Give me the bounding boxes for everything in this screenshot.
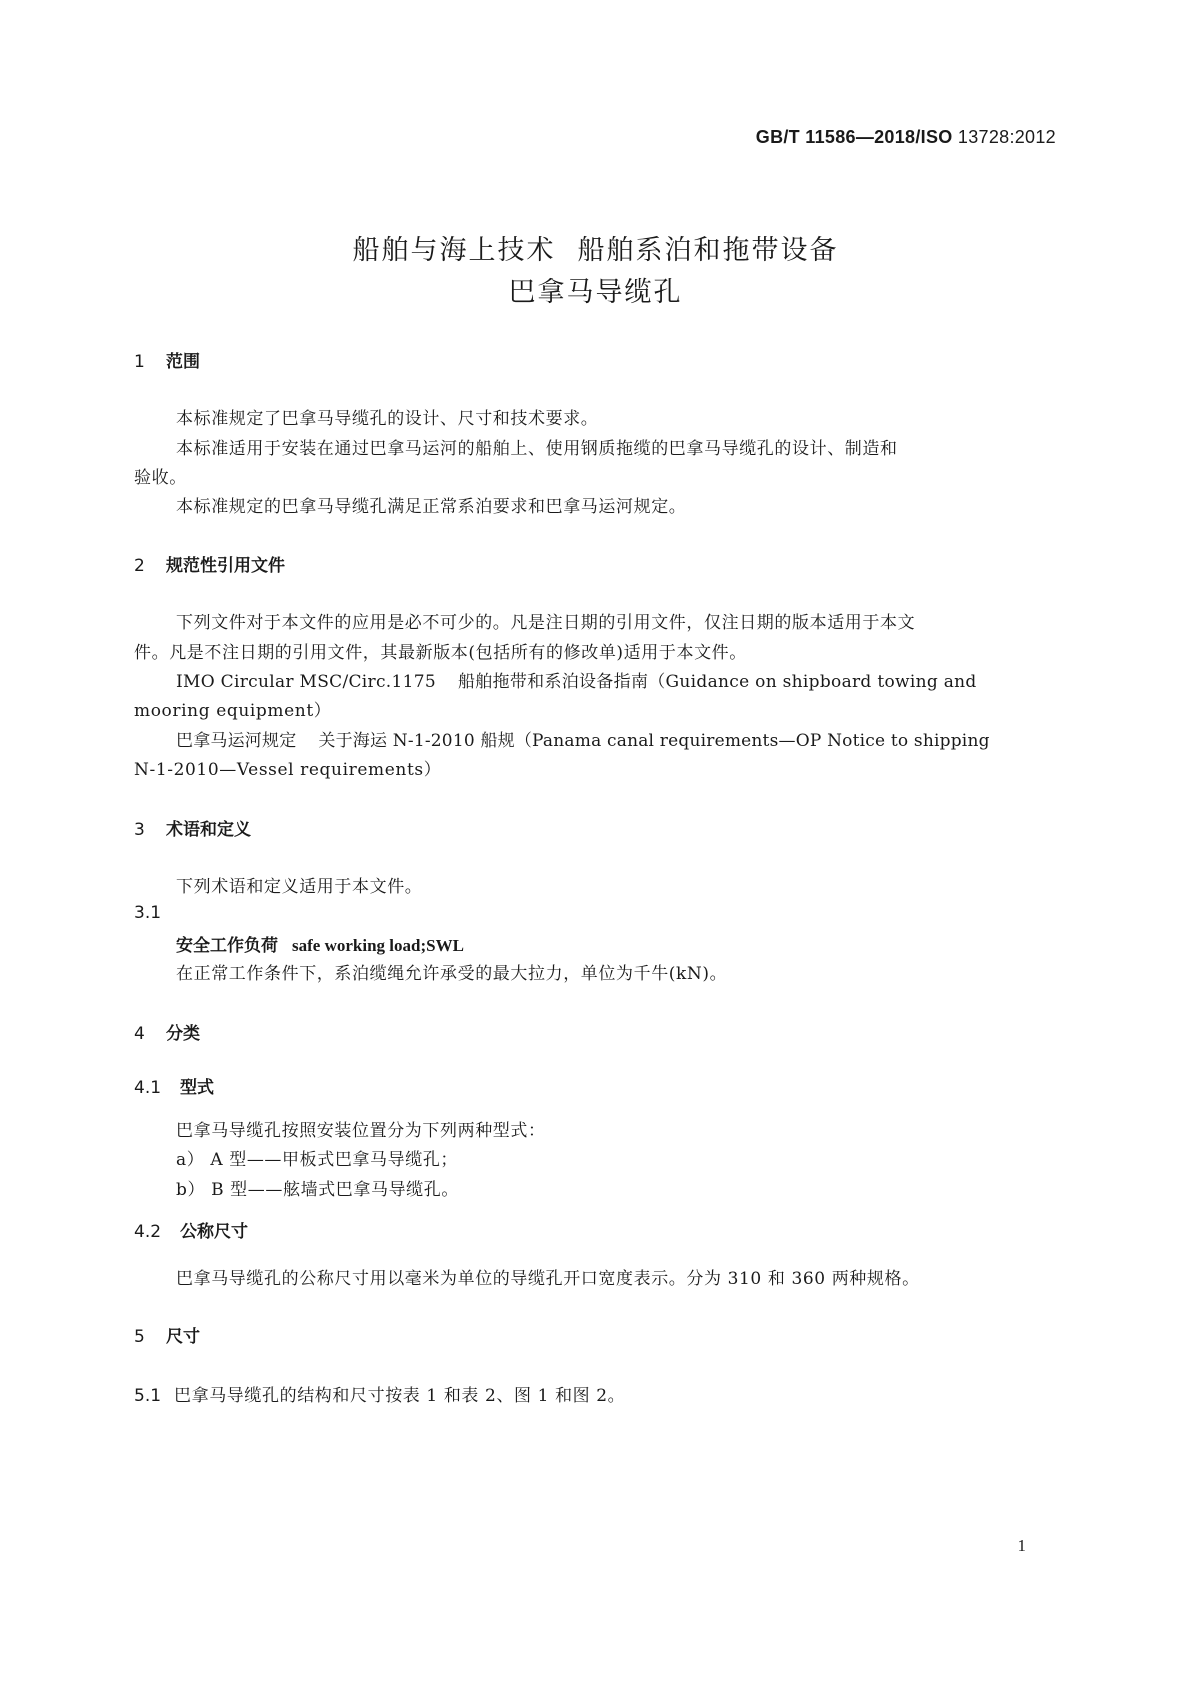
list-item: b） B 型——舷墙式巴拿马导缆孔。	[176, 1180, 459, 1200]
section-number: 4.2	[134, 1222, 162, 1242]
paragraph: 下列术语和定义适用于本文件。	[176, 877, 423, 897]
reference-title: 关于海运 N-1-2010 船规（Panama canal requirements—OP Notice to shipping	[318, 731, 990, 751]
section-number: 3	[134, 820, 145, 840]
paragraph: mooring equipment）	[134, 701, 332, 721]
standard-code-prefix: GB/T 11586—2018/ISO	[755, 127, 953, 147]
section-title: 范围	[166, 352, 200, 372]
section-5-heading	[134, 1322, 200, 1347]
clause-number: 5.1	[134, 1386, 162, 1406]
section-number: 5	[134, 1327, 145, 1347]
paragraph: 本标准规定的巴拿马导缆孔满足正常系泊要求和巴拿马运河规定。	[176, 497, 687, 517]
term-definition: 在正常工作条件下，系泊缆绳允许承受的最大拉力，单位为千牛(kN)。	[176, 964, 728, 984]
section-title: 尺寸	[166, 1327, 200, 1347]
standard-code	[756, 127, 1056, 148]
section-2-heading	[134, 551, 285, 576]
section-3-heading	[134, 815, 251, 840]
paragraph: 验收。	[134, 468, 187, 488]
paragraph: 巴拿马导缆孔按照安装位置分为下列两种型式：	[176, 1121, 546, 1141]
clause-5-1	[134, 1381, 625, 1406]
reference-title: 船舶拖带和系泊设备指南（Guidance on shipboard towing and	[457, 672, 977, 692]
section-4-2-heading	[134, 1217, 248, 1242]
reference-code: 巴拿马运河规定	[176, 731, 297, 751]
standard-code-iso: 13728:2012	[957, 127, 1056, 147]
section-title: 分类	[166, 1024, 200, 1044]
paragraph: 本标准适用于安装在通过巴拿马运河的船舶上、使用钢质拖缆的巴拿马导缆孔的设计、制造和	[176, 439, 898, 459]
section-title: 术语和定义	[166, 820, 251, 840]
term-english: safe working load;SWL	[292, 936, 464, 955]
reference-1	[176, 667, 977, 692]
term-entry	[176, 931, 464, 956]
term-chinese: 安全工作负荷	[176, 936, 278, 956]
section-number: 2	[134, 556, 145, 576]
page-number: 1	[1017, 1536, 1026, 1555]
title-part-b: 船舶系泊和拖带设备	[577, 235, 839, 266]
section-number: 4	[134, 1024, 145, 1044]
list-item: a） A 型——甲板式巴拿马导缆孔；	[176, 1150, 459, 1170]
section-number: 1	[134, 352, 145, 372]
reference-2	[176, 726, 990, 751]
paragraph: 巴拿马导缆孔的公称尺寸用以毫米为单位的导缆孔开口宽度表示。分为 310 和 360 两种规格。	[176, 1269, 920, 1289]
section-title: 公称尺寸	[180, 1222, 248, 1242]
document-title-line2: 巴拿马导缆孔	[508, 277, 683, 308]
section-4-heading	[134, 1019, 200, 1044]
paragraph: 本标准规定了巴拿马导缆孔的设计、尺寸和技术要求。	[176, 409, 599, 429]
paragraph: 件。凡是不注日期的引用文件，其最新版本(包括所有的修改单)适用于本文件。	[134, 643, 747, 663]
reference-code: IMO Circular MSC/Circ.1175	[176, 672, 436, 692]
section-1-heading	[134, 347, 200, 372]
paragraph: N-1-2010—Vessel requirements）	[134, 760, 442, 780]
section-title: 规范性引用文件	[166, 556, 285, 576]
section-4-1-heading	[134, 1073, 214, 1098]
title-part-a: 船舶与海上技术	[352, 235, 556, 266]
clause-text: 巴拿马导缆孔的结构和尺寸按表 1 和表 2、图 1 和图 2。	[174, 1386, 626, 1406]
paragraph: 下列文件对于本文件的应用是必不可少的。凡是注日期的引用文件，仅注日期的版本适用于本文	[176, 613, 916, 633]
section-title: 型式	[180, 1078, 214, 1098]
term-number: 3.1	[134, 903, 162, 923]
section-number: 4.1	[134, 1078, 162, 1098]
document-title-line1	[0, 228, 1191, 267]
